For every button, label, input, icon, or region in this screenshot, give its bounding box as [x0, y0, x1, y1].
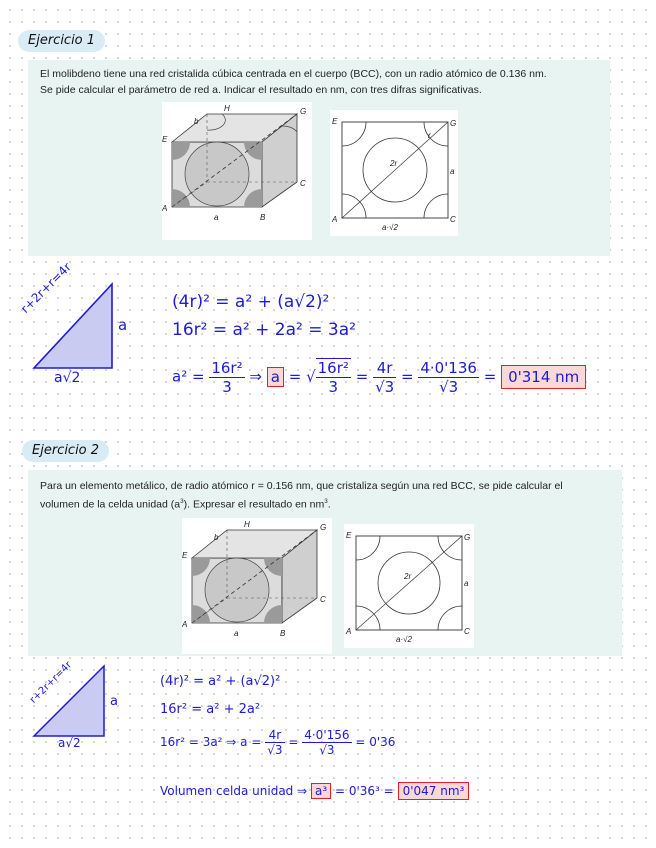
bcc-face-figure [330, 110, 458, 236]
ex1-eq3-root-fraction [316, 358, 351, 396]
ex2-result-highlight: 0'047 nm³ [398, 782, 470, 800]
triangle-1-side-label: a [118, 316, 128, 334]
ex1-eq3-f2-den: √3 [375, 377, 395, 396]
face-label-G-2: G [464, 533, 471, 542]
label-b: b [194, 117, 199, 126]
bcc-cube-figure-2 [182, 518, 332, 654]
ex2-eq3-f1-num: 4r [265, 728, 284, 743]
ex2-volume-label: Volumen celda unidad ⇒ [160, 784, 308, 798]
triangle-2-base-label: a√2 [58, 736, 81, 750]
triangle-2-side-label: a [110, 694, 118, 709]
ex2-line2-mid: ). Expresar el resultado en nm [183, 498, 325, 511]
face-label-E-2: E [346, 531, 352, 540]
face-label-C-2: C [464, 627, 470, 636]
ex2-equation-1: (4r)² = a² + (a√2)² [160, 674, 281, 689]
ex1-eq3-arrow: ⇒ [249, 367, 262, 386]
face-label-G: G [450, 119, 457, 128]
face-label-a: a [450, 167, 455, 176]
label-E-2: E [182, 551, 188, 560]
label-b-2: b [214, 533, 219, 542]
ex1-eq3-a-highlight: a [267, 367, 284, 387]
label-H: H [224, 104, 230, 113]
ex1-eq3-fraction-1 [209, 359, 244, 396]
ex1-eq3-root-den: 3 [328, 378, 339, 396]
label-H-2: H [244, 520, 250, 529]
triangle-1-hypotenuse-label: r+2r+r=4r [18, 259, 74, 316]
ex1-eq3-root-num: 16r² [317, 359, 349, 377]
exercise-2-title: Ejercicio 2 [22, 440, 109, 462]
label-a-2: a [234, 629, 239, 638]
ex1-result-highlight: 0'314 nm [501, 365, 586, 389]
exercise-1-statement-line-1: El molibdeno tiene una red cristalida cúbica centrada en el cuerpo (BCC), con un radio atómico de 0.136 nm. [40, 68, 547, 80]
label-a: a [214, 213, 219, 222]
ex1-eq3-f1-num: 16r² [211, 358, 243, 377]
label-A-2: A [182, 620, 188, 629]
ex2-a3-highlight: a³ [311, 783, 331, 799]
ex1-eq3-fraction-2 [373, 359, 396, 396]
ex2-equation-3: 16r² = 3a² ⇒ a = $\frac{4r}{√3}$ = $\frac{4\cdot 0'156}{√3}$ = 0'36 [160, 728, 396, 757]
exercise-2-statement-line-1: Para un elemento metálico, de radio atómico r = 0.156 nm, que cristaliza según una red BCC, se pide calcular el [40, 480, 563, 492]
ex2-equation-2: 16r² = a² + 2a² [160, 702, 261, 717]
ex2-eq3-lhs: 16r² = 3a² ⇒ a = [160, 735, 262, 749]
triangle-2-hypotenuse-label: r+2r+r=4r [28, 659, 75, 706]
face-label-A-2: A [346, 627, 352, 636]
ex1-eq3-f3-den: √3 [439, 377, 459, 396]
face-label-A: A [332, 215, 338, 224]
ex1-eq3-f1-den: 3 [222, 377, 232, 396]
face-label-a-root2: a·√2 [382, 223, 398, 232]
label-C-2: C [320, 595, 326, 604]
label-E: E [162, 135, 168, 144]
label-G-2: G [320, 523, 327, 532]
ex2-eq3-f1-den: √3 [267, 743, 283, 757]
face-label-E: E [332, 117, 338, 126]
ex1-eq3-lhs: a² = [172, 367, 205, 386]
label-B-2: B [280, 629, 286, 638]
ex1-equation-2: 16r² = a² + 2a² = 3a² [172, 320, 356, 340]
exercise-1-statement-line-2: Se pide calcular el parámetro de red a. Indicar el resultado en nm, con tres difras significativas. [40, 84, 482, 96]
ex2-eq3-fraction-2 [302, 728, 351, 757]
triangle-1-base-label: a√2 [54, 370, 81, 386]
ex2-eq3-f2-den: √3 [319, 743, 335, 757]
label-G: G [300, 107, 307, 116]
ex2-line2-pre: volumen de la celda unidad (a [40, 498, 181, 511]
ex2-volume-mid: = 0'36³ = [334, 784, 394, 798]
face-label-2r: 2r [390, 159, 398, 168]
face-label-C: C [450, 215, 456, 224]
face-label-r: r [428, 131, 431, 140]
ex1-eq3-f2-num: 4r [373, 359, 396, 378]
bcc-cube-figure [162, 102, 312, 240]
label-C: C [300, 179, 306, 188]
ex2-eq3-result: = 0'36 [355, 735, 396, 749]
ex1-eq3-f3-num: 4·0'136 [420, 358, 477, 377]
ex1-equation-3: a² = $\frac{\text{16r²}}{3}$ ⇒ a = √ $\frac{\text{16r²}}{3}$ = $\frac{4r}{√3}$ = $\frac{4\cdot 0'136}{√3}$ = 0'314 nm [172, 358, 586, 396]
label-A: A [162, 204, 168, 213]
ex2-line2-sup2: 3 [324, 498, 328, 505]
ex2-eq3-fraction-1 [265, 728, 284, 757]
ex2-line2-sup1: 3 [180, 498, 184, 505]
bcc-face-figure-2 [344, 524, 474, 648]
face-label-a-2: a [464, 579, 469, 588]
ex2-eq3-f2-num: 4·0'156 [304, 728, 350, 742]
ex2-volume-line [160, 784, 469, 798]
label-B: B [260, 213, 266, 222]
triangle-diagram-2 [28, 660, 138, 750]
face-label-a-root2-2: a·√2 [396, 635, 412, 644]
exercise-2-statement-line-2 [40, 494, 331, 513]
ex1-eq3-fraction-3 [418, 359, 479, 396]
exercise-1-title: Ejercicio 1 [18, 30, 105, 52]
face-label-2r-2: 2r [404, 572, 412, 581]
ex1-equation-1: (4r)² = a² + (a√2)² [172, 292, 330, 312]
ex2-line2-end: . [327, 498, 331, 511]
